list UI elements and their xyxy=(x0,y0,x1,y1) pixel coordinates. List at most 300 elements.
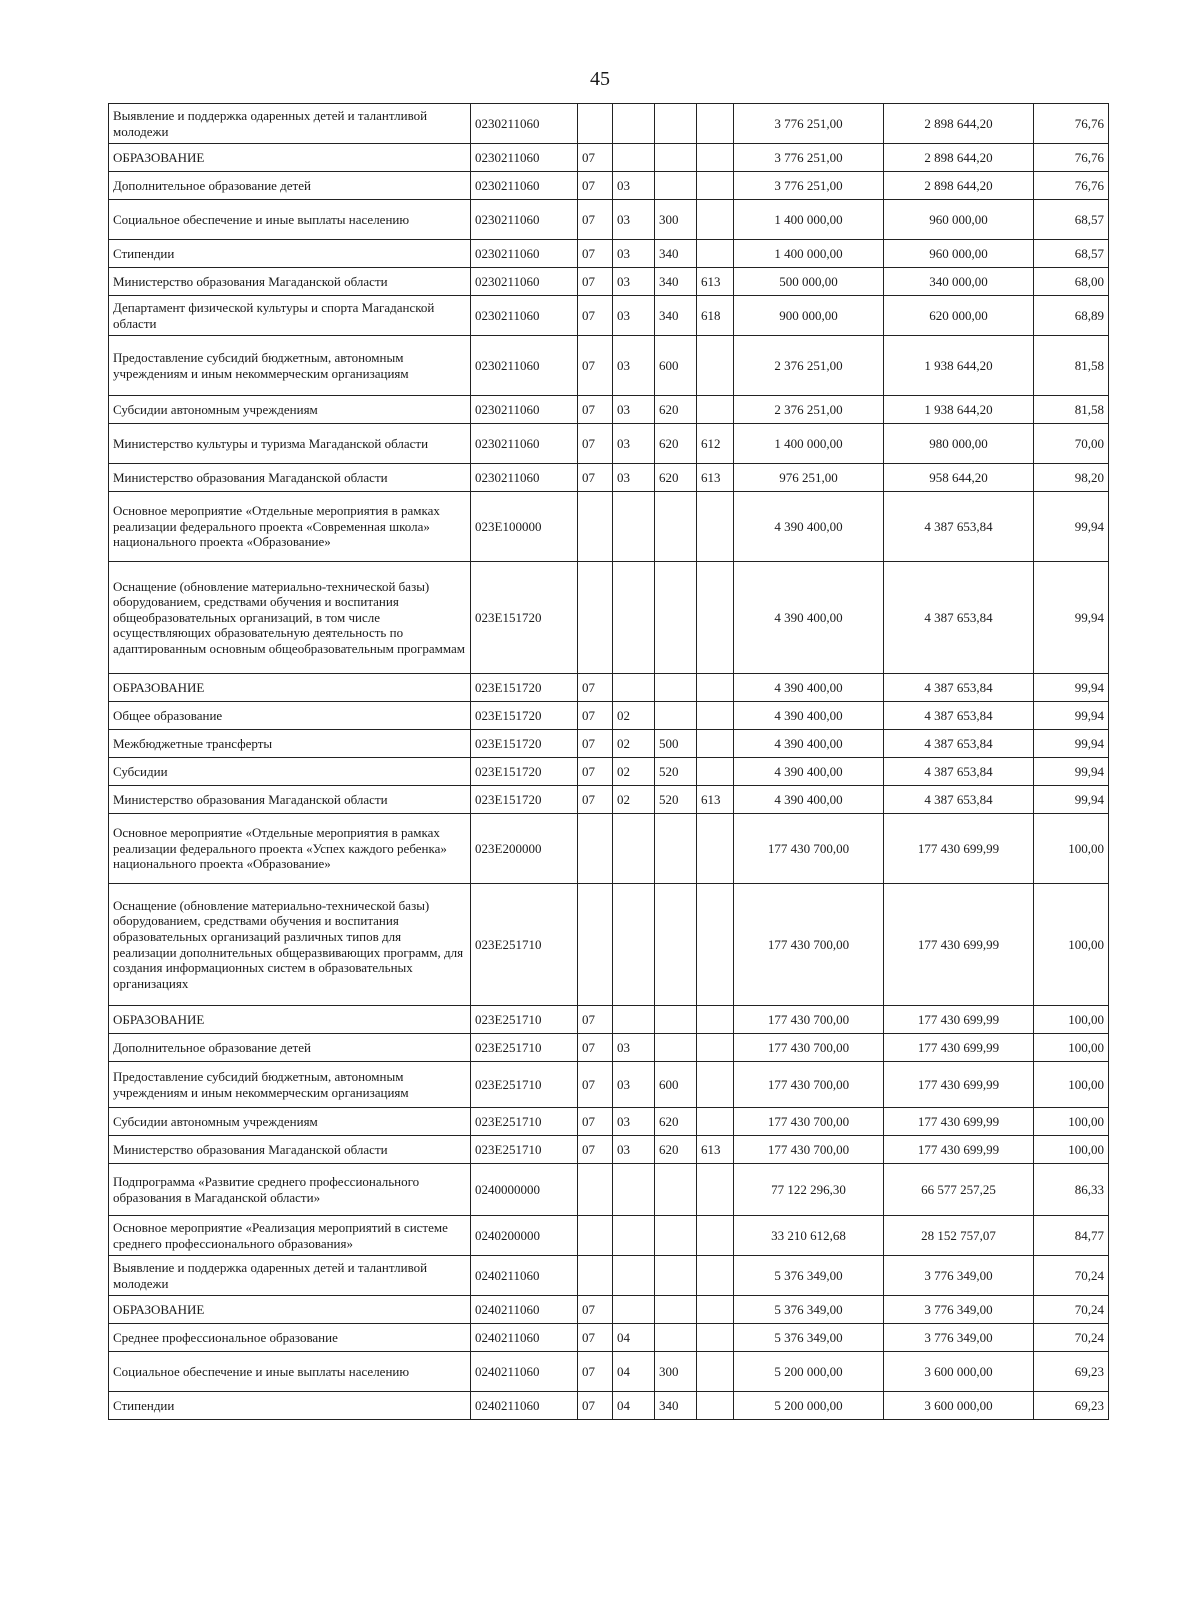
cell-planned-amount: 4 390 400,00 xyxy=(734,730,884,758)
cell-expense-type xyxy=(655,172,697,200)
cell-target-code: 023E251710 xyxy=(471,884,578,1006)
cell-planned-amount: 4 390 400,00 xyxy=(734,674,884,702)
cell-section: 07 xyxy=(578,1136,613,1164)
cell-actual-amount: 3 600 000,00 xyxy=(884,1352,1034,1392)
cell-actual-amount: 4 387 653,84 xyxy=(884,730,1034,758)
cell-actual-amount: 28 152 757,07 xyxy=(884,1216,1034,1256)
cell-administrator xyxy=(697,240,734,268)
cell-percent: 70,24 xyxy=(1034,1256,1109,1296)
cell-percent: 100,00 xyxy=(1034,1034,1109,1062)
cell-administrator xyxy=(697,1034,734,1062)
cell-name: Министерство образования Магаданской области xyxy=(109,268,471,296)
cell-percent: 70,24 xyxy=(1034,1324,1109,1352)
cell-planned-amount: 5 200 000,00 xyxy=(734,1352,884,1392)
cell-actual-amount: 177 430 699,99 xyxy=(884,884,1034,1006)
cell-section xyxy=(578,562,613,674)
cell-planned-amount: 177 430 700,00 xyxy=(734,884,884,1006)
cell-percent: 76,76 xyxy=(1034,104,1109,144)
cell-administrator: 612 xyxy=(697,424,734,464)
cell-expense-type: 620 xyxy=(655,424,697,464)
cell-name: Министерство образования Магаданской области xyxy=(109,464,471,492)
cell-actual-amount: 177 430 699,99 xyxy=(884,1136,1034,1164)
cell-planned-amount: 4 390 400,00 xyxy=(734,786,884,814)
cell-actual-amount: 2 898 644,20 xyxy=(884,172,1034,200)
cell-actual-amount: 4 387 653,84 xyxy=(884,758,1034,786)
cell-percent: 69,23 xyxy=(1034,1392,1109,1420)
cell-name: Субсидии автономным учреждениям xyxy=(109,396,471,424)
cell-name: Межбюджетные трансферты xyxy=(109,730,471,758)
cell-name: Стипендии xyxy=(109,240,471,268)
cell-section: 07 xyxy=(578,1352,613,1392)
cell-expense-type: 300 xyxy=(655,1352,697,1392)
cell-planned-amount: 2 376 251,00 xyxy=(734,396,884,424)
cell-planned-amount: 2 376 251,00 xyxy=(734,336,884,396)
cell-subsection: 02 xyxy=(613,702,655,730)
table-row xyxy=(109,884,1109,1006)
cell-target-code: 023E251710 xyxy=(471,1136,578,1164)
cell-subsection: 03 xyxy=(613,240,655,268)
cell-section: 07 xyxy=(578,1006,613,1034)
cell-percent: 68,57 xyxy=(1034,200,1109,240)
cell-expense-type xyxy=(655,814,697,884)
cell-expense-type xyxy=(655,1006,697,1034)
cell-name: Подпрограмма «Развитие среднего профессионального образования в Магаданской области» xyxy=(109,1164,471,1216)
cell-section: 07 xyxy=(578,1108,613,1136)
cell-name: Министерство образования Магаданской области xyxy=(109,786,471,814)
cell-name: Общее образование xyxy=(109,702,471,730)
cell-planned-amount: 177 430 700,00 xyxy=(734,1006,884,1034)
cell-section: 07 xyxy=(578,730,613,758)
cell-subsection: 04 xyxy=(613,1324,655,1352)
cell-percent: 99,94 xyxy=(1034,492,1109,562)
cell-percent: 69,23 xyxy=(1034,1352,1109,1392)
cell-expense-type: 620 xyxy=(655,464,697,492)
cell-name: Субсидии автономным учреждениям xyxy=(109,1108,471,1136)
cell-percent: 100,00 xyxy=(1034,1136,1109,1164)
cell-actual-amount: 177 430 699,99 xyxy=(884,1006,1034,1034)
cell-administrator xyxy=(697,1256,734,1296)
cell-planned-amount: 1 400 000,00 xyxy=(734,240,884,268)
cell-planned-amount: 4 390 400,00 xyxy=(734,492,884,562)
cell-planned-amount: 3 776 251,00 xyxy=(734,104,884,144)
cell-percent: 70,24 xyxy=(1034,1296,1109,1324)
cell-expense-type: 340 xyxy=(655,240,697,268)
cell-expense-type xyxy=(655,104,697,144)
cell-subsection: 03 xyxy=(613,396,655,424)
cell-target-code: 023E200000 xyxy=(471,814,578,884)
table-row xyxy=(109,396,1109,424)
cell-expense-type: 600 xyxy=(655,1062,697,1108)
cell-percent: 76,76 xyxy=(1034,172,1109,200)
cell-percent: 68,89 xyxy=(1034,296,1109,336)
cell-name: Министерство культуры и туризма Магаданской области xyxy=(109,424,471,464)
cell-planned-amount: 900 000,00 xyxy=(734,296,884,336)
cell-planned-amount: 3 776 251,00 xyxy=(734,144,884,172)
cell-subsection: 03 xyxy=(613,268,655,296)
budget-execution-table xyxy=(108,103,1109,1420)
cell-actual-amount: 4 387 653,84 xyxy=(884,492,1034,562)
cell-section: 07 xyxy=(578,336,613,396)
cell-actual-amount: 3 600 000,00 xyxy=(884,1392,1034,1420)
cell-name: Предоставление субсидий бюджетным, автономным учреждениям и иным некоммерческим организациям xyxy=(109,1062,471,1108)
cell-actual-amount: 1 938 644,20 xyxy=(884,336,1034,396)
table-row xyxy=(109,1164,1109,1216)
cell-actual-amount: 66 577 257,25 xyxy=(884,1164,1034,1216)
cell-subsection: 03 xyxy=(613,1136,655,1164)
cell-planned-amount: 5 376 349,00 xyxy=(734,1256,884,1296)
cell-expense-type: 620 xyxy=(655,1136,697,1164)
cell-target-code: 023E151720 xyxy=(471,702,578,730)
cell-name: ОБРАЗОВАНИЕ xyxy=(109,674,471,702)
cell-administrator xyxy=(697,702,734,730)
cell-name: Министерство образования Магаданской области xyxy=(109,1136,471,1164)
cell-planned-amount: 177 430 700,00 xyxy=(734,1136,884,1164)
table-row xyxy=(109,268,1109,296)
cell-subsection: 03 xyxy=(613,172,655,200)
cell-subsection xyxy=(613,1164,655,1216)
cell-planned-amount: 976 251,00 xyxy=(734,464,884,492)
cell-percent: 98,20 xyxy=(1034,464,1109,492)
cell-subsection: 04 xyxy=(613,1392,655,1420)
cell-section xyxy=(578,814,613,884)
table-row xyxy=(109,1324,1109,1352)
cell-target-code: 0230211060 xyxy=(471,240,578,268)
cell-name: ОБРАЗОВАНИЕ xyxy=(109,144,471,172)
cell-section: 07 xyxy=(578,396,613,424)
cell-target-code: 0240200000 xyxy=(471,1216,578,1256)
cell-actual-amount: 4 387 653,84 xyxy=(884,674,1034,702)
cell-name: Оснащение (обновление материально-технической базы) оборудованием, средствами обучения и воспитания общеобразовательных организаций, в том числе осуществляющих образовательную деятельность по адаптированным основным общеобразовательным программам xyxy=(109,562,471,674)
table-row xyxy=(109,786,1109,814)
cell-section: 07 xyxy=(578,424,613,464)
cell-planned-amount: 4 390 400,00 xyxy=(734,758,884,786)
cell-name: Субсидии xyxy=(109,758,471,786)
cell-name: Предоставление субсидий бюджетным, автономным учреждениям и иным некоммерческим организациям xyxy=(109,336,471,396)
cell-target-code: 023E251710 xyxy=(471,1108,578,1136)
cell-expense-type: 500 xyxy=(655,730,697,758)
cell-section: 07 xyxy=(578,200,613,240)
cell-section xyxy=(578,1216,613,1256)
cell-target-code: 0230211060 xyxy=(471,144,578,172)
cell-section: 07 xyxy=(578,1034,613,1062)
table-row xyxy=(109,1296,1109,1324)
cell-planned-amount: 3 776 251,00 xyxy=(734,172,884,200)
cell-percent: 100,00 xyxy=(1034,1062,1109,1108)
cell-subsection xyxy=(613,104,655,144)
table-row xyxy=(109,1136,1109,1164)
cell-name: Стипендии xyxy=(109,1392,471,1420)
cell-name: Основное мероприятие «Отдельные мероприятия в рамках реализации федерального проекта «Успех каждого ребенка» национального проекта «Образование» xyxy=(109,814,471,884)
cell-target-code: 023E151720 xyxy=(471,786,578,814)
cell-name: Оснащение (обновление материально-технической базы) оборудованием, средствами обучения и воспитания образовательных организаций различных типов для реализации дополнительных общеразвивающих программ, для создания информационных систем в образовательных организациях xyxy=(109,884,471,1006)
cell-section xyxy=(578,104,613,144)
cell-actual-amount: 4 387 653,84 xyxy=(884,562,1034,674)
cell-name: Социальное обеспечение и иные выплаты населению xyxy=(109,1352,471,1392)
cell-expense-type: 620 xyxy=(655,396,697,424)
cell-subsection: 03 xyxy=(613,1108,655,1136)
cell-expense-type xyxy=(655,884,697,1006)
cell-subsection: 02 xyxy=(613,730,655,758)
cell-administrator xyxy=(697,144,734,172)
cell-section: 07 xyxy=(578,268,613,296)
cell-section: 07 xyxy=(578,172,613,200)
table-row xyxy=(109,1392,1109,1420)
cell-expense-type xyxy=(655,144,697,172)
cell-name: ОБРАЗОВАНИЕ xyxy=(109,1296,471,1324)
cell-expense-type: 520 xyxy=(655,786,697,814)
cell-name: Выявление и поддержка одаренных детей и талантливой молодежи xyxy=(109,104,471,144)
cell-name: Социальное обеспечение и иные выплаты населению xyxy=(109,200,471,240)
cell-expense-type: 520 xyxy=(655,758,697,786)
cell-target-code: 0230211060 xyxy=(471,172,578,200)
cell-actual-amount: 3 776 349,00 xyxy=(884,1296,1034,1324)
cell-percent: 100,00 xyxy=(1034,1006,1109,1034)
cell-section: 07 xyxy=(578,1392,613,1420)
cell-percent: 100,00 xyxy=(1034,884,1109,1006)
page-number: 45 xyxy=(590,68,610,90)
cell-name: Основное мероприятие «Отдельные мероприятия в рамках реализации федерального проекта «Современная школа» национального проекта «Образование» xyxy=(109,492,471,562)
cell-administrator xyxy=(697,1324,734,1352)
cell-administrator: 618 xyxy=(697,296,734,336)
cell-target-code: 0240211060 xyxy=(471,1324,578,1352)
cell-target-code: 023E100000 xyxy=(471,492,578,562)
cell-target-code: 0230211060 xyxy=(471,424,578,464)
table-row xyxy=(109,758,1109,786)
cell-percent: 76,76 xyxy=(1034,144,1109,172)
cell-actual-amount: 980 000,00 xyxy=(884,424,1034,464)
cell-expense-type xyxy=(655,1034,697,1062)
cell-target-code: 0240211060 xyxy=(471,1296,578,1324)
cell-section: 07 xyxy=(578,786,613,814)
cell-percent: 99,94 xyxy=(1034,730,1109,758)
cell-administrator xyxy=(697,1062,734,1108)
cell-administrator xyxy=(697,104,734,144)
table-row xyxy=(109,296,1109,336)
cell-expense-type xyxy=(655,1296,697,1324)
cell-section xyxy=(578,1164,613,1216)
table-row xyxy=(109,674,1109,702)
cell-target-code: 0230211060 xyxy=(471,296,578,336)
table-row xyxy=(109,172,1109,200)
cell-section: 07 xyxy=(578,702,613,730)
cell-target-code: 0240211060 xyxy=(471,1392,578,1420)
table-row xyxy=(109,424,1109,464)
cell-target-code: 023E151720 xyxy=(471,674,578,702)
cell-administrator xyxy=(697,884,734,1006)
table-row xyxy=(109,814,1109,884)
cell-expense-type xyxy=(655,1324,697,1352)
cell-name: Среднее профессиональное образование xyxy=(109,1324,471,1352)
cell-expense-type: 620 xyxy=(655,1108,697,1136)
cell-actual-amount: 2 898 644,20 xyxy=(884,104,1034,144)
cell-percent: 99,94 xyxy=(1034,702,1109,730)
cell-target-code: 0230211060 xyxy=(471,336,578,396)
cell-name: Дополнительное образование детей xyxy=(109,172,471,200)
table-row xyxy=(109,1062,1109,1108)
cell-expense-type: 600 xyxy=(655,336,697,396)
cell-section: 07 xyxy=(578,1062,613,1108)
cell-administrator xyxy=(697,1216,734,1256)
cell-expense-type xyxy=(655,1216,697,1256)
cell-subsection xyxy=(613,674,655,702)
cell-actual-amount: 177 430 699,99 xyxy=(884,814,1034,884)
cell-actual-amount: 3 776 349,00 xyxy=(884,1256,1034,1296)
cell-subsection xyxy=(613,562,655,674)
cell-percent: 68,57 xyxy=(1034,240,1109,268)
cell-expense-type xyxy=(655,492,697,562)
cell-administrator xyxy=(697,1352,734,1392)
cell-actual-amount: 3 776 349,00 xyxy=(884,1324,1034,1352)
cell-administrator xyxy=(697,1164,734,1216)
cell-section: 07 xyxy=(578,240,613,268)
cell-administrator xyxy=(697,172,734,200)
cell-expense-type xyxy=(655,1256,697,1296)
cell-administrator xyxy=(697,758,734,786)
cell-planned-amount: 77 122 296,30 xyxy=(734,1164,884,1216)
cell-percent: 100,00 xyxy=(1034,814,1109,884)
cell-actual-amount: 340 000,00 xyxy=(884,268,1034,296)
cell-planned-amount: 177 430 700,00 xyxy=(734,1108,884,1136)
cell-name: Основное мероприятие «Реализация мероприятий в системе среднего профессионального образования» xyxy=(109,1216,471,1256)
cell-percent: 68,00 xyxy=(1034,268,1109,296)
cell-actual-amount: 958 644,20 xyxy=(884,464,1034,492)
table-row xyxy=(109,492,1109,562)
cell-section xyxy=(578,1256,613,1296)
cell-target-code: 023E251710 xyxy=(471,1006,578,1034)
cell-actual-amount: 177 430 699,99 xyxy=(884,1062,1034,1108)
table-row xyxy=(109,1256,1109,1296)
cell-actual-amount: 4 387 653,84 xyxy=(884,786,1034,814)
cell-actual-amount: 960 000,00 xyxy=(884,240,1034,268)
cell-target-code: 0230211060 xyxy=(471,464,578,492)
cell-subsection xyxy=(613,884,655,1006)
cell-target-code: 023E151720 xyxy=(471,758,578,786)
cell-target-code: 023E151720 xyxy=(471,730,578,758)
cell-administrator: 613 xyxy=(697,786,734,814)
cell-percent: 81,58 xyxy=(1034,396,1109,424)
cell-subsection: 03 xyxy=(613,464,655,492)
cell-subsection xyxy=(613,1296,655,1324)
cell-percent: 99,94 xyxy=(1034,674,1109,702)
table-body xyxy=(109,104,1109,1420)
cell-target-code: 0230211060 xyxy=(471,200,578,240)
cell-actual-amount: 960 000,00 xyxy=(884,200,1034,240)
cell-section xyxy=(578,492,613,562)
table-row xyxy=(109,336,1109,396)
cell-expense-type: 300 xyxy=(655,200,697,240)
cell-percent: 81,58 xyxy=(1034,336,1109,396)
cell-subsection xyxy=(613,144,655,172)
cell-percent: 99,94 xyxy=(1034,786,1109,814)
cell-name: Выявление и поддержка одаренных детей и талантливой молодежи xyxy=(109,1256,471,1296)
cell-administrator xyxy=(697,674,734,702)
cell-target-code: 0240000000 xyxy=(471,1164,578,1216)
cell-section: 07 xyxy=(578,1296,613,1324)
cell-administrator xyxy=(697,562,734,674)
cell-actual-amount: 1 938 644,20 xyxy=(884,396,1034,424)
cell-subsection: 03 xyxy=(613,296,655,336)
cell-section: 07 xyxy=(578,674,613,702)
cell-percent: 99,94 xyxy=(1034,758,1109,786)
cell-administrator xyxy=(697,1006,734,1034)
table-row xyxy=(109,730,1109,758)
cell-planned-amount: 33 210 612,68 xyxy=(734,1216,884,1256)
cell-subsection: 03 xyxy=(613,424,655,464)
cell-subsection: 03 xyxy=(613,200,655,240)
cell-subsection: 02 xyxy=(613,758,655,786)
cell-target-code: 0240211060 xyxy=(471,1256,578,1296)
cell-administrator xyxy=(697,492,734,562)
table-row xyxy=(109,562,1109,674)
cell-subsection xyxy=(613,1006,655,1034)
cell-section xyxy=(578,884,613,1006)
cell-expense-type: 340 xyxy=(655,268,697,296)
cell-section: 07 xyxy=(578,296,613,336)
cell-subsection xyxy=(613,814,655,884)
table-row xyxy=(109,144,1109,172)
cell-administrator xyxy=(697,1392,734,1420)
cell-percent: 100,00 xyxy=(1034,1108,1109,1136)
cell-subsection: 02 xyxy=(613,786,655,814)
cell-expense-type: 340 xyxy=(655,1392,697,1420)
cell-section: 07 xyxy=(578,1324,613,1352)
cell-actual-amount: 177 430 699,99 xyxy=(884,1034,1034,1062)
cell-administrator xyxy=(697,1108,734,1136)
cell-expense-type xyxy=(655,1164,697,1216)
cell-name: Департамент физической культуры и спорта Магаданской области xyxy=(109,296,471,336)
cell-planned-amount: 177 430 700,00 xyxy=(734,814,884,884)
cell-name: Дополнительное образование детей xyxy=(109,1034,471,1062)
cell-target-code: 023E151720 xyxy=(471,562,578,674)
cell-actual-amount: 620 000,00 xyxy=(884,296,1034,336)
cell-subsection: 03 xyxy=(613,1062,655,1108)
cell-subsection xyxy=(613,1256,655,1296)
cell-planned-amount: 1 400 000,00 xyxy=(734,200,884,240)
cell-planned-amount: 4 390 400,00 xyxy=(734,702,884,730)
cell-target-code: 0230211060 xyxy=(471,268,578,296)
cell-administrator xyxy=(697,200,734,240)
cell-expense-type xyxy=(655,674,697,702)
table-row xyxy=(109,104,1109,144)
cell-planned-amount: 4 390 400,00 xyxy=(734,562,884,674)
cell-section: 07 xyxy=(578,144,613,172)
cell-percent: 86,33 xyxy=(1034,1164,1109,1216)
cell-planned-amount: 177 430 700,00 xyxy=(734,1062,884,1108)
cell-administrator xyxy=(697,814,734,884)
table-row xyxy=(109,1216,1109,1256)
cell-target-code: 0230211060 xyxy=(471,396,578,424)
cell-planned-amount: 5 376 349,00 xyxy=(734,1296,884,1324)
cell-administrator xyxy=(697,1296,734,1324)
cell-planned-amount: 5 376 349,00 xyxy=(734,1324,884,1352)
cell-administrator: 613 xyxy=(697,1136,734,1164)
table-row xyxy=(109,702,1109,730)
cell-planned-amount: 500 000,00 xyxy=(734,268,884,296)
cell-administrator xyxy=(697,730,734,758)
table-row xyxy=(109,1006,1109,1034)
cell-actual-amount: 2 898 644,20 xyxy=(884,144,1034,172)
cell-subsection: 03 xyxy=(613,1034,655,1062)
table-row xyxy=(109,1352,1109,1392)
table-row xyxy=(109,1108,1109,1136)
cell-target-code: 023E251710 xyxy=(471,1034,578,1062)
cell-actual-amount: 177 430 699,99 xyxy=(884,1108,1034,1136)
cell-administrator xyxy=(697,336,734,396)
cell-planned-amount: 5 200 000,00 xyxy=(734,1392,884,1420)
cell-planned-amount: 177 430 700,00 xyxy=(734,1034,884,1062)
cell-subsection xyxy=(613,1216,655,1256)
cell-section: 07 xyxy=(578,464,613,492)
